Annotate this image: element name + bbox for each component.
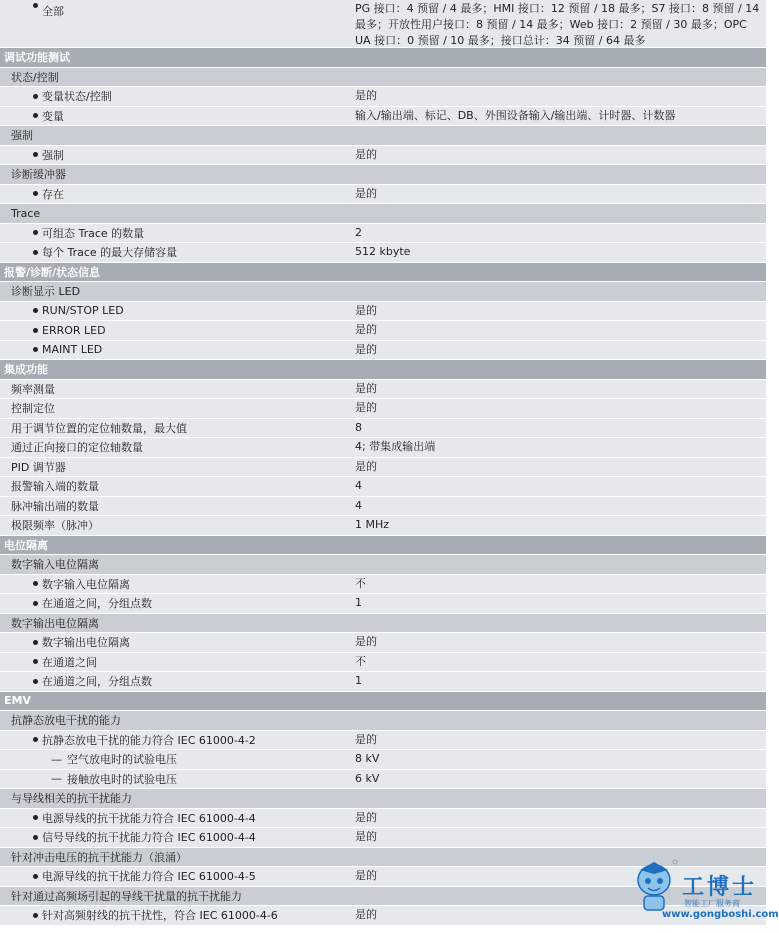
spec-value: 6 kV <box>355 771 380 785</box>
spec-row <box>0 321 766 341</box>
bullet-icon <box>33 601 38 606</box>
spec-value-cell <box>346 633 766 652</box>
spec-label: 针对高频射线的抗干扰性，符合 IEC 61000-4-6 <box>42 909 278 923</box>
spec-label: 可组态 Trace 的数量 <box>42 226 145 240</box>
spec-row <box>0 0 766 48</box>
spec-label-cell <box>0 906 346 925</box>
spec-value-cell <box>346 126 766 145</box>
section-header <box>0 263 766 283</box>
spec-label: 数字输出电位隔离 <box>42 636 130 650</box>
spec-label: 脉冲输出端的数量 <box>11 499 99 513</box>
spec-label: 存在 <box>42 187 64 201</box>
spec-value: 是的 <box>355 147 377 161</box>
spec-value-cell <box>346 458 766 477</box>
spec-label: RUN/STOP LED <box>42 304 124 318</box>
spec-value: 是的 <box>355 342 377 356</box>
spec-row <box>0 341 766 361</box>
spec-value-cell <box>346 302 766 321</box>
spec-row <box>0 497 766 517</box>
spec-value-cell <box>346 438 766 457</box>
spec-label: 用于调节位置的定位轴数量，最大值 <box>11 421 187 435</box>
spec-label: 空气放电时的试验电压 <box>67 753 177 767</box>
bullet-icon <box>33 94 38 99</box>
spec-value: 不 <box>355 576 366 590</box>
spec-value: 2 <box>355 225 362 239</box>
spec-label-cell <box>0 848 346 867</box>
spec-value: 4 <box>355 479 362 493</box>
spec-label-cell <box>0 731 346 750</box>
spec-value-cell <box>346 477 766 496</box>
spec-label: 强制 <box>42 148 64 162</box>
bullet-icon <box>33 581 38 586</box>
spec-label-cell <box>0 165 346 184</box>
section-header <box>0 692 766 712</box>
bullet-icon <box>33 152 38 157</box>
subsection-row <box>0 165 766 185</box>
spec-value-cell <box>346 68 766 87</box>
spec-value-cell <box>346 107 766 126</box>
dash-icon: — <box>51 772 62 786</box>
bullet-icon <box>33 640 38 645</box>
spec-row <box>0 809 766 829</box>
spec-value-cell <box>346 653 766 672</box>
spec-label: Trace <box>11 206 41 220</box>
spec-row <box>0 146 766 166</box>
bullet-icon <box>33 308 38 313</box>
spec-label-cell <box>0 302 346 321</box>
spec-label: 在通道之间，分组点数 <box>42 675 152 689</box>
spec-value-cell <box>346 224 766 243</box>
spec-row <box>0 419 766 439</box>
spec-row <box>0 224 766 244</box>
bullet-icon <box>33 250 38 255</box>
spec-value: 是的 <box>355 830 377 844</box>
spec-label: 数字输入电位隔离 <box>11 558 99 572</box>
spec-value-cell <box>346 185 766 204</box>
spec-label-cell <box>0 575 346 594</box>
section-title: EMV <box>4 694 31 708</box>
spec-row <box>0 731 766 751</box>
section-title: 报警/诊断/状态信息 <box>4 265 101 279</box>
bullet-icon <box>33 835 38 840</box>
spec-label: 每个 Trace 的最大存储容量 <box>42 246 178 260</box>
bullet-icon <box>33 347 38 352</box>
spec-label-cell <box>0 146 346 165</box>
spec-value-cell <box>346 243 766 262</box>
spec-label: 数字输出电位隔离 <box>11 616 99 630</box>
spec-value: 是的 <box>355 381 377 395</box>
spec-value-cell <box>346 380 766 399</box>
spec-label: 电源导线的抗干扰能力符合 IEC 61000-4-5 <box>42 870 256 884</box>
bullet-icon <box>33 815 38 820</box>
bullet-icon <box>33 230 38 235</box>
spec-label-cell <box>0 321 346 340</box>
spec-value-cell <box>346 594 766 613</box>
spec-label-cell <box>0 711 346 730</box>
spec-value: 是的 <box>355 908 377 922</box>
subsection-row <box>0 282 766 302</box>
spec-label-cell <box>0 789 346 808</box>
spec-value: PG 接口：4 预留 / 4 最多；HMI 接口：12 预留 / 18 最多；S7 接口：8 预留 / 14 最多；开放性用户接口：8 预留 / 14 最多；Web 接口：2 预留 / 30 最多；OPC UA 接口：0 预留 / 10 最多；接口总计：34 预留 / 64 最多 <box>355 2 760 47</box>
spec-label-cell <box>0 555 346 574</box>
spec-label-cell <box>0 204 346 223</box>
bullet-icon <box>33 328 38 333</box>
spec-label: 状态/控制 <box>11 70 59 84</box>
spec-label: 电源导线的抗干扰能力符合 IEC 61000-4-4 <box>42 811 256 825</box>
spec-row <box>0 107 766 127</box>
spec-label-cell <box>0 614 346 633</box>
spec-label-cell <box>0 224 346 243</box>
spec-label: 变量 <box>42 109 64 123</box>
spec-label: 信号导线的抗干扰能力符合 IEC 61000-4-4 <box>42 831 256 845</box>
spec-label-cell <box>0 516 346 535</box>
spec-label: 数字输入电位隔离 <box>42 577 130 591</box>
bullet-icon <box>33 679 38 684</box>
spec-value: 4; 带集成输出端 <box>355 440 436 454</box>
bullet-icon <box>33 659 38 664</box>
spec-value-cell <box>346 497 766 516</box>
watermark-brand: 工博士 <box>682 874 758 900</box>
spec-label-cell <box>0 867 346 886</box>
spec-label: 频率测量 <box>11 382 55 396</box>
spec-row <box>0 516 766 536</box>
spec-value: 不 <box>355 654 366 668</box>
spec-value-cell <box>346 575 766 594</box>
spec-value: 8 kV <box>355 752 380 766</box>
spec-row <box>0 438 766 458</box>
spec-label-cell <box>0 477 346 496</box>
watermark-url: www.gongboshi.com <box>662 909 779 920</box>
watermark-tagline: 智能工厂服务商 <box>684 899 740 908</box>
spec-label-cell <box>0 126 346 145</box>
spec-value-cell <box>346 321 766 340</box>
spec-label-cell <box>0 185 346 204</box>
section-title: 集成功能 <box>4 363 48 377</box>
spec-row <box>0 87 766 107</box>
spec-label: 全部 <box>42 5 64 18</box>
spec-value-cell <box>346 0 766 47</box>
spec-value: 是的 <box>355 186 377 200</box>
spec-label-cell <box>0 672 346 691</box>
spec-label: 极限频率（脉冲） <box>11 519 99 533</box>
spec-value: 4 <box>355 498 362 512</box>
spec-row <box>0 750 766 770</box>
section-title: 电位隔离 <box>4 538 48 552</box>
spec-label-cell <box>0 87 346 106</box>
spec-value: 是的 <box>355 401 377 415</box>
spec-label-cell <box>0 380 346 399</box>
spec-value: 是的 <box>355 459 377 473</box>
spec-label: 诊断缓冲器 <box>11 168 66 182</box>
subsection-row <box>0 711 766 731</box>
spec-value: 是的 <box>355 89 377 103</box>
spec-value-cell <box>346 165 766 184</box>
spec-row <box>0 770 766 790</box>
spec-label-cell <box>0 497 346 516</box>
spec-label-cell <box>0 282 346 301</box>
spec-label-cell <box>0 653 346 672</box>
spec-label-cell <box>0 750 346 769</box>
spec-value-cell <box>346 399 766 418</box>
spec-value-cell <box>346 770 766 789</box>
spec-value: 1 <box>355 674 362 688</box>
spec-value-cell <box>346 614 766 633</box>
spec-row <box>0 458 766 478</box>
spec-label: 诊断显示 LED <box>11 285 81 299</box>
spec-value: 是的 <box>355 303 377 317</box>
spec-value: 8 <box>355 420 362 434</box>
spec-value: 是的 <box>355 323 377 337</box>
spec-label: 控制定位 <box>11 402 55 416</box>
spec-value-cell <box>346 672 766 691</box>
spec-label-cell <box>0 107 346 126</box>
spec-label: 抗静态放电干扰的能力符合 IEC 61000-4-2 <box>42 733 256 747</box>
watermark-logo <box>630 856 779 933</box>
subsection-row <box>0 126 766 146</box>
spec-label-cell <box>0 828 346 847</box>
bullet-icon <box>33 191 38 196</box>
spec-value-cell <box>346 341 766 360</box>
spec-label-cell <box>0 243 346 262</box>
spec-label-cell <box>0 341 346 360</box>
spec-row <box>0 594 766 614</box>
spec-value-cell <box>346 204 766 223</box>
spec-label: 报警输入端的数量 <box>11 480 99 494</box>
spec-value-cell <box>346 516 766 535</box>
subsection-row <box>0 789 766 809</box>
spec-value-cell <box>346 789 766 808</box>
spec-label: 与导线相关的抗干扰能力 <box>11 792 132 806</box>
spec-label-cell <box>0 809 346 828</box>
bullet-icon <box>33 3 38 8</box>
spec-value-cell <box>346 419 766 438</box>
spec-value-cell <box>346 731 766 750</box>
spec-value: 1 <box>355 596 362 610</box>
spec-label-cell <box>0 594 346 613</box>
spec-row <box>0 380 766 400</box>
spec-value-cell <box>346 146 766 165</box>
spec-row <box>0 672 766 692</box>
spec-label: 变量状态/控制 <box>42 90 112 104</box>
spec-label-cell <box>0 458 346 477</box>
spec-label-cell <box>0 887 346 906</box>
spec-label: 接触放电时的试验电压 <box>67 772 177 786</box>
spec-label-cell <box>0 399 346 418</box>
spec-row <box>0 302 766 322</box>
spec-value: 输入/输出端、标记、DB、外围设备输入/输出端、计时器、计数器 <box>355 108 676 122</box>
spec-row <box>0 653 766 673</box>
spec-value: 1 MHz <box>355 518 390 532</box>
section-header <box>0 48 766 68</box>
section-header <box>0 360 766 380</box>
spec-label: ERROR LED <box>42 323 106 337</box>
bullet-icon <box>33 913 38 918</box>
spec-value-cell <box>346 555 766 574</box>
spec-value: 是的 <box>355 810 377 824</box>
spec-label-cell <box>0 0 346 47</box>
subsection-row <box>0 68 766 88</box>
spec-label: PID 调节器 <box>11 460 66 474</box>
spec-row <box>0 828 766 848</box>
subsection-row <box>0 204 766 224</box>
section-title: 调试功能测试 <box>4 51 70 65</box>
spec-label-cell <box>0 633 346 652</box>
spec-value-cell <box>346 828 766 847</box>
bullet-icon <box>33 113 38 118</box>
spec-row <box>0 477 766 497</box>
spec-value-cell <box>346 809 766 828</box>
bullet-icon <box>33 874 38 879</box>
spec-value-cell <box>346 750 766 769</box>
spec-value-cell <box>346 282 766 301</box>
spec-value: 是的 <box>355 635 377 649</box>
bullet-icon <box>33 737 38 742</box>
section-header <box>0 536 766 556</box>
spec-label: 强制 <box>11 129 33 143</box>
spec-row <box>0 575 766 595</box>
spec-value: 是的 <box>355 732 377 746</box>
spec-label-cell <box>0 438 346 457</box>
spec-value-cell <box>346 87 766 106</box>
spec-label: 抗静态放电干扰的能力 <box>11 714 121 728</box>
spec-label-cell <box>0 419 346 438</box>
spec-label: 通过正向接口的定位轴数量 <box>11 441 143 455</box>
spec-row <box>0 399 766 419</box>
spec-label: MAINT LED <box>42 343 103 357</box>
spec-row <box>0 243 766 263</box>
spec-label-cell <box>0 770 346 789</box>
dash-icon: — <box>51 752 62 766</box>
spec-value: 512 kbyte <box>355 245 411 259</box>
spec-value: 是的 <box>355 869 377 883</box>
spec-label-cell <box>0 68 346 87</box>
subsection-row <box>0 614 766 634</box>
subsection-row <box>0 555 766 575</box>
spec-label: 针对通过高频场引起的导线干扰量的抗干扰能力 <box>11 889 242 903</box>
spec-label: 针对冲击电压的抗干扰能力（浪涌） <box>11 850 187 864</box>
spec-label: 在通道之间，分组点数 <box>42 597 152 611</box>
spec-row <box>0 185 766 205</box>
spec-row <box>0 633 766 653</box>
spec-label: 在通道之间 <box>42 655 97 669</box>
spec-value-cell <box>346 711 766 730</box>
